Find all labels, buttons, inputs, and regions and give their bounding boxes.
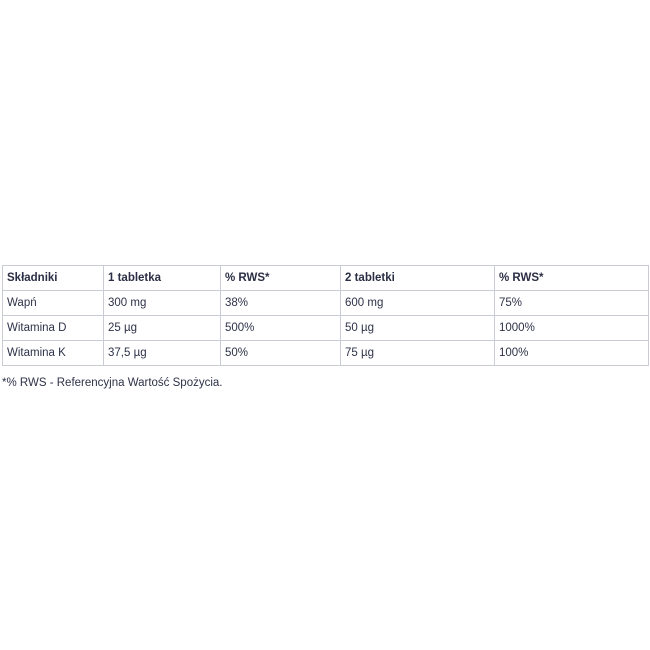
nutrition-table-container [2, 265, 648, 366]
table-row [3, 316, 649, 341]
table-cell: 500% [221, 316, 341, 341]
table-row [3, 341, 649, 366]
table-cell: 75 µg [341, 341, 495, 366]
table-cell: 38% [221, 291, 341, 316]
column-header-rws-one-tablet: % RWS* [221, 266, 341, 291]
table-cell: 50 µg [341, 316, 495, 341]
table-cell: 300 mg [104, 291, 221, 316]
table-cell: Wapń [3, 291, 104, 316]
column-header-two-tablets: 2 tabletki [341, 266, 495, 291]
table-header-row [3, 266, 649, 291]
table-cell: Witamina D [3, 316, 104, 341]
table-cell: 50% [221, 341, 341, 366]
column-header-one-tablet: 1 tabletka [104, 266, 221, 291]
rws-footnote: *% RWS - Referencyjna Wartość Spożycia. [2, 377, 223, 389]
table-cell: 600 mg [341, 291, 495, 316]
table-cell: 37,5 µg [104, 341, 221, 366]
column-header-ingredients: Składniki [3, 266, 104, 291]
table-cell: Witamina K [3, 341, 104, 366]
table-cell: 1000% [495, 316, 649, 341]
table-cell: 100% [495, 341, 649, 366]
table-cell: 75% [495, 291, 649, 316]
nutrition-table [2, 265, 649, 366]
table-row [3, 291, 649, 316]
table-cell: 25 µg [104, 316, 221, 341]
column-header-rws-two-tablets: % RWS* [495, 266, 649, 291]
